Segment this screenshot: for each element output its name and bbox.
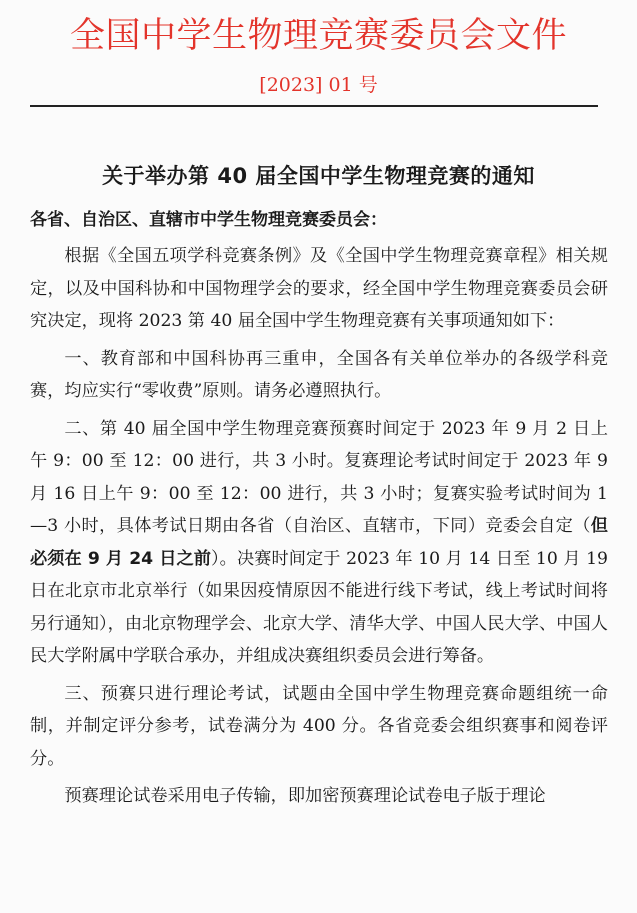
deadline-emphasis: 但必须在 9 月 24 日之前	[30, 516, 608, 569]
paragraph-preliminary-transmission: 预赛理论试卷采用电子传输，即加密预赛理论试卷电子版于理论	[64, 786, 546, 806]
paragraph-item-2	[30, 413, 608, 673]
notice-body	[30, 240, 608, 818]
addressee: 各省、自治区、直辖市中学生物理竞赛委员会：	[30, 210, 387, 230]
paragraph-item-3: 三、预赛只进行理论考试，试题由全国中学生物理竞赛命题组统一命制，并制定评分参考，试卷满分为 400 分。各省竞委会组织赛事和阅卷评分。	[30, 683, 608, 769]
paragraph-intro: 根据《全国五项学科竞赛条例》及《全国中学生物理竞赛章程》相关规定，以及中国科协和中国物理学会的要求，经全国中学生物理竞赛委员会研究决定，现将 2023 第 40 届全国中学生物理竞赛有关事项通知如下：	[30, 246, 608, 331]
paragraph-item-1: 一、教育部和中国科协再三重申，全国各有关单位举办的各级学科竞赛，均应实行“零收费”原则。请务必遵照执行。	[30, 348, 608, 401]
document-number: [2023] 01 号	[259, 74, 378, 96]
header-divider	[30, 105, 598, 107]
notice-title: 关于举办第 40 届全国中学生物理竞赛的通知	[102, 164, 535, 188]
org-title: 全国中学生物理竞赛委员会文件	[69, 16, 567, 56]
paragraph-item-2-part-a: 二、第 40 届全国中学生物理竞赛预赛时间定于 2023 年 9 月 2 日上午 9：00 至 12：00 进行，共 3 小时。复赛理论考试时间定于 2023 年 9 月 16 日上午 9：00 至 12：00 进行，共 3 小时；复赛实验考试时间为 1—3 小时，具体考试日期由各省（自治区、直辖市，下同）竞委会自定（	[30, 418, 608, 536]
paragraph-item-2-part-b: ）。决赛时间定于 2023 年 10 月 14 日至 10 月 19 日在北京市北京举行（如果因疫情原因不能进行线下考试，线上考试时间将另行通知），由北京物理学会、北京大学、清华大学、中国人民大学、中国人民大学附属中学联合承办，并组成决赛组织委员会进行筹备。	[30, 548, 608, 666]
